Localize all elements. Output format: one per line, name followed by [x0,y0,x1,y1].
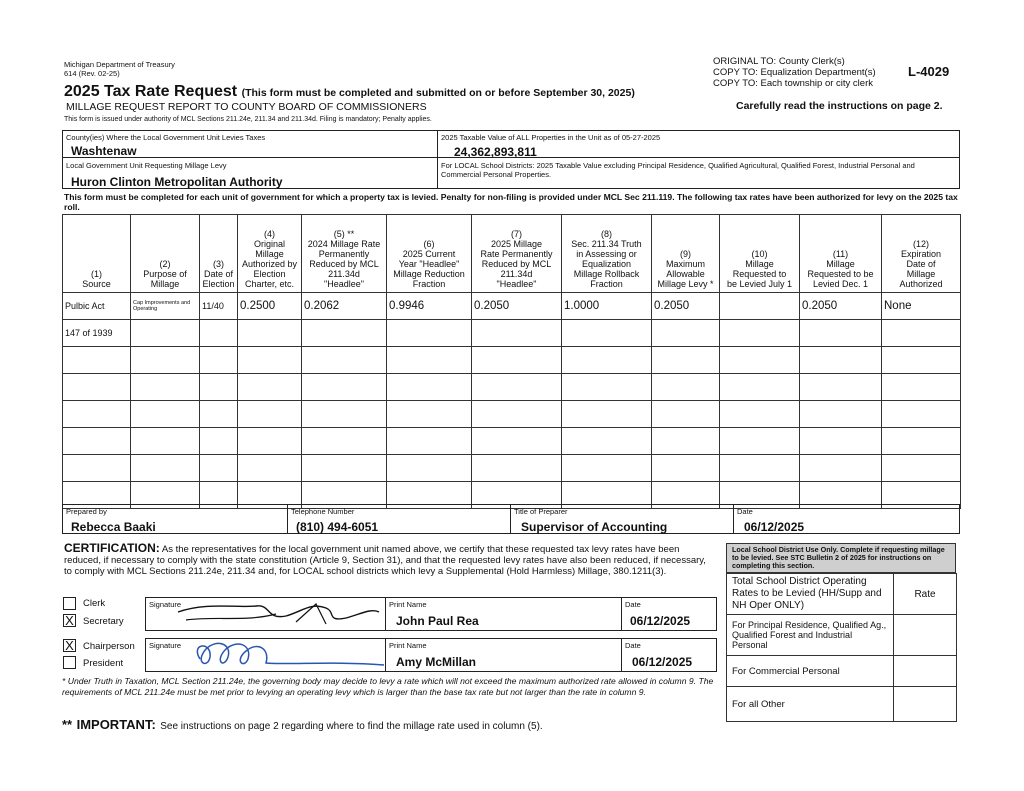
table-row [727,687,957,722]
clerk-label: Clerk [83,598,106,609]
col-header: (2) Purpose of Millage [131,215,200,293]
col-header: (1) Source [63,215,131,293]
table-row [63,455,961,482]
taxable-value-label: 2025 Taxable Value of ALL Properties in the Unit as of 05-27-2025 [441,133,661,142]
signature-scribble-2 [186,639,386,671]
form-title-text: 2025 Tax Rate Request [64,83,238,100]
cell-rollback-fraction[interactable]: 1.0000 [562,293,652,320]
print-name-label: Print Name [389,600,427,609]
unit-value: Huron Clinton Metropolitan Authority [71,175,283,189]
form-title [64,83,635,101]
telephone-value: (810) 494-6051 [296,520,379,534]
print-name-1: John Paul Rea [396,614,479,628]
important-note [62,716,543,734]
school-taxable-label: For LOCAL School Districts: 2025 Taxable Value excluding Principal Residence, Qualified Agricultural, Qualified Forest, Industrial Personal and Commercial Personal Properties. [441,161,915,179]
president-label: President [83,658,124,669]
form-deadline-note: (This form must be completed and submitted on or before September 30, 2025) [241,87,635,99]
table-row [63,428,961,455]
col-header: (3) Date of Election [200,215,238,293]
col-header: (8) Sec. 211.34 Truth in Assessing or Equalization Millage Rollback Fraction [562,215,652,293]
secretary-label: Secretary [83,616,124,627]
county-value: Washtenaw [71,144,137,158]
date-1: 06/12/2025 [630,614,691,628]
date-label: Date [625,600,641,609]
preparer-date-field[interactable] [733,504,960,534]
col-header: (10) Millage Requested to be Levied July 1 [720,215,800,293]
print-name-label: Print Name [389,641,427,650]
cell-reduction-fraction[interactable]: 0.9946 [387,293,472,320]
col-header: (7) 2025 Millage Rate Permanently Reduced by MCL 211.34d "Headlee" [472,215,562,293]
preparer-title-label: Title of Preparer [514,507,568,516]
signature-field-2[interactable] [145,638,386,672]
telephone-label: Telephone Number [291,507,355,516]
important-stars: ** [62,717,73,732]
date-field-2[interactable] [621,638,717,672]
county-field[interactable] [62,130,438,158]
col-header: (9) Maximum Allowable Millage Levy * [652,215,720,293]
date-label: Date [625,641,641,650]
school-district-header: Local School District Use Only. Complete if requesting millage to be levied. See STC Bulletin 2 of 2025 for instructions on completing this section. [726,543,956,573]
preparer-date-label: Date [737,507,753,516]
telephone-field[interactable] [287,504,511,534]
original-to: ORIGINAL TO: County Clerk(s) [713,56,845,67]
print-name-2: Amy McMillan [396,655,477,669]
copy-equalization: COPY TO: Equalization Department(s) [713,67,876,78]
taxable-value: 24,362,893,811 [454,145,537,159]
print-name-field-2[interactable] [385,638,622,672]
table-row [63,401,961,428]
certification-body: As the representatives for the local government unit named above, we certify that these requested tax levy rates have been reduced, if necessary to comply with the state constitution (Article 9, Section 31), and that the requested levy rates have also been reduced, if necessary, to comply with MCL Sections 211.24e, 211.34 and, for LOCAL school districts which levy a Supplemental (Hold Harmless) Millage, 380.1211(3). [64,544,706,577]
table-row [727,574,957,615]
table-row [727,656,957,687]
prepared-by-field[interactable] [62,504,288,534]
col-header: (11) Millage Requested to be Levied Dec. 1 [800,215,882,293]
unit-label: Local Government Unit Requesting Millage Levy [66,161,227,170]
table-row [63,320,961,347]
clerk-checkbox[interactable] [63,597,76,610]
certification-text [64,543,714,577]
cell-dec-levy[interactable]: 0.2050 [800,293,882,320]
school-district-table [726,573,957,722]
cell-2024-rate[interactable]: 0.2062 [302,293,387,320]
date-2: 06/12/2025 [632,655,693,669]
filing-notice: This form must be completed for each unit of government for which a property tax is levied. Penalty for non-filing is provided under MCL Sec 211.119. The following tax rates have been authorized for levy on the 2025 tax roll. [64,192,958,212]
prepared-by-label: Prepared by [66,507,107,516]
commercial-personal-rate[interactable] [894,656,957,687]
millage-table [62,214,961,509]
county-label: County(ies) Where the Local Government Unit Levies Taxes [66,133,266,142]
important-heading: IMPORTANT: [76,717,156,732]
table-row [63,347,961,374]
read-instructions-note: Carefully read the instructions on page 2. [736,100,943,112]
rate-header: Rate [894,574,957,615]
certification-heading: CERTIFICATION: [64,541,160,555]
form-subtitle: MILLAGE REQUEST REPORT TO COUNTY BOARD OF COMMISSIONERS [66,101,427,113]
table-row [727,615,957,656]
col-header: (5) ** 2024 Millage Rate Permanently Reduced by MCL 211.34d "Headlee" [302,215,387,293]
president-checkbox[interactable] [63,656,76,669]
cell-purpose[interactable]: Cap Improvements and Operating [131,293,200,320]
principal-residence-label: For Principal Residence, Qualified Ag., Qualified Forest and Industrial Personal [727,615,894,656]
cell-source[interactable]: Pulbic Act [63,293,131,320]
col-header: (4) Original Millage Authorized by Election Charter, etc. [238,215,302,293]
print-name-field-1[interactable] [385,597,622,631]
table-row [63,374,961,401]
signature-label: Signature [149,600,182,609]
authority-note: This form is issued under authority of MCL Sections 211.24e, 211.34 and 211.34d. Filing is mandatory; Penalty applies. [64,116,432,123]
preparer-title-value: Supervisor of Accounting [521,520,668,534]
form-revision: 614 (Rev. 02-25) [64,69,120,78]
commercial-personal-label: For Commercial Personal [727,656,894,687]
all-other-rate[interactable] [894,687,957,722]
principal-residence-rate[interactable] [894,615,957,656]
table-header-row [63,215,961,293]
col-header: (6) 2025 Current Year "Headlee" Millage Reduction Fraction [387,215,472,293]
preparer-title-field[interactable] [510,504,734,534]
secretary-checkbox[interactable]: X [63,614,76,627]
total-operating-label: Total School District Operating Rates to be Levied (HH/Supp and NH Oper ONLY) [727,574,894,615]
cell-election-date[interactable]: 11/40 [200,293,238,320]
table-row [63,293,961,320]
cell-source[interactable]: 147 of 1939 [63,320,131,347]
truth-in-taxation-footnote: * Under Truth in Taxation, MCL Section 211.24e, the governing body may decide to levy a rate which will not exceed the maximum authorized rate allowed in column 9. The requirements of MCL 211.24e must be met prior to levying an operating levy which is larger than the base tax rate but not larger than the rate in column 9. [62,676,714,697]
cell-july-levy[interactable] [720,293,800,320]
all-other-label: For all Other [727,687,894,722]
cell-expiration[interactable]: None [882,293,961,320]
signature-label: Signature [149,641,182,650]
cell-max-levy[interactable]: 0.2050 [652,293,720,320]
signature-scribble-1 [176,598,381,630]
department-name: Michigan Department of Treasury [64,60,175,69]
prepared-by-value: Rebecca Baaki [71,520,156,534]
col-header: (12) Expiration Date of Millage Authorized [882,215,961,293]
taxable-value-field[interactable] [437,130,960,158]
cell-2025-rate[interactable]: 0.2050 [472,293,562,320]
form-id: L-4029 [908,64,950,79]
chairperson-checkbox[interactable]: X [63,639,76,652]
unit-field[interactable] [62,157,438,189]
important-text: See instructions on page 2 regarding where to find the millage rate used in column (5). [160,721,543,732]
date-field-1[interactable] [621,597,717,631]
copy-township: COPY TO: Each township or city clerk [713,78,873,89]
preparer-date-value: 06/12/2025 [744,520,805,534]
signature-field-1[interactable] [145,597,386,631]
chairperson-label: Chairperson [83,641,135,652]
cell-original-millage[interactable]: 0.2500 [238,293,302,320]
school-taxable-field[interactable] [437,157,960,189]
